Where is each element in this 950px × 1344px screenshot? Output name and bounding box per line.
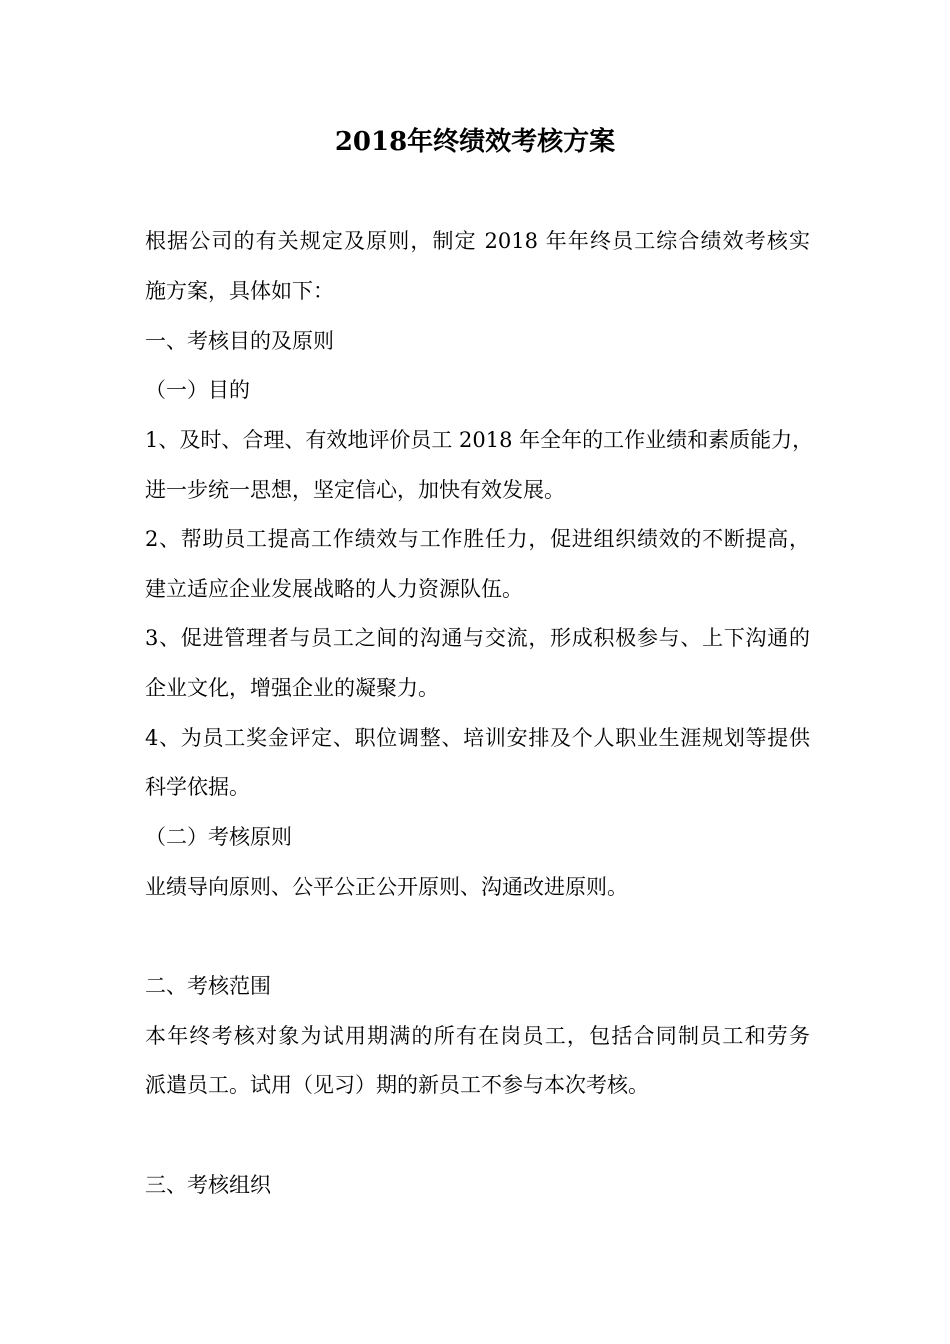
subsection-heading-2: （二）考核原则 (145, 825, 292, 849)
list-item-2-line-1: 2、帮助员工提高工作绩效与工作胜任力，促进组织绩效的不断提高， (145, 527, 810, 551)
scope-line-1: 本年终考核对象为试用期满的所有在岗员工，包括合同制员工和劳务 (145, 1024, 810, 1048)
list-item-1-line-1: 1、及时、合理、有效地评价员工 2018 年全年的工作业绩和素质能力， (145, 428, 814, 452)
document-title: 2018年终绩效考核方案 (334, 127, 616, 157)
list-item-3-line-2: 企业文化，增强企业的凝聚力。 (145, 676, 439, 700)
subsection-heading-1: （一）目的 (145, 378, 250, 402)
section-heading-1: 一、考核目的及原则 (145, 329, 334, 353)
scope-line-2: 派遣员工。试用（见习）期的新员工不参与本次考核。 (145, 1073, 649, 1097)
list-item-2-line-2: 建立适应企业发展战略的人力资源队伍。 (145, 577, 523, 601)
section-heading-2: 二、考核范围 (145, 974, 271, 998)
paragraph-line-intro-1: 根据公司的有关规定及原则，制定 2018 年年终员工综合绩效考核实 (145, 229, 810, 253)
list-item-4-line-1: 4、为员工奖金评定、职位调整、培训安排及个人职业生涯规划等提供 (145, 726, 810, 750)
list-item-4-line-2: 科学依据。 (145, 775, 250, 799)
section-heading-3: 三、考核组织 (145, 1173, 271, 1197)
paragraph-line-intro-2: 施方案，具体如下： (145, 279, 334, 303)
list-item-3-line-1: 3、促进管理者与员工之间的沟通与交流，形成积极参与、上下沟通的 (145, 626, 810, 650)
list-item-1-line-2: 进一步统一思想，坚定信心，加快有效发展。 (145, 478, 565, 502)
principles-text: 业绩导向原则、公平公正公开原则、沟通改进原则。 (145, 875, 628, 899)
